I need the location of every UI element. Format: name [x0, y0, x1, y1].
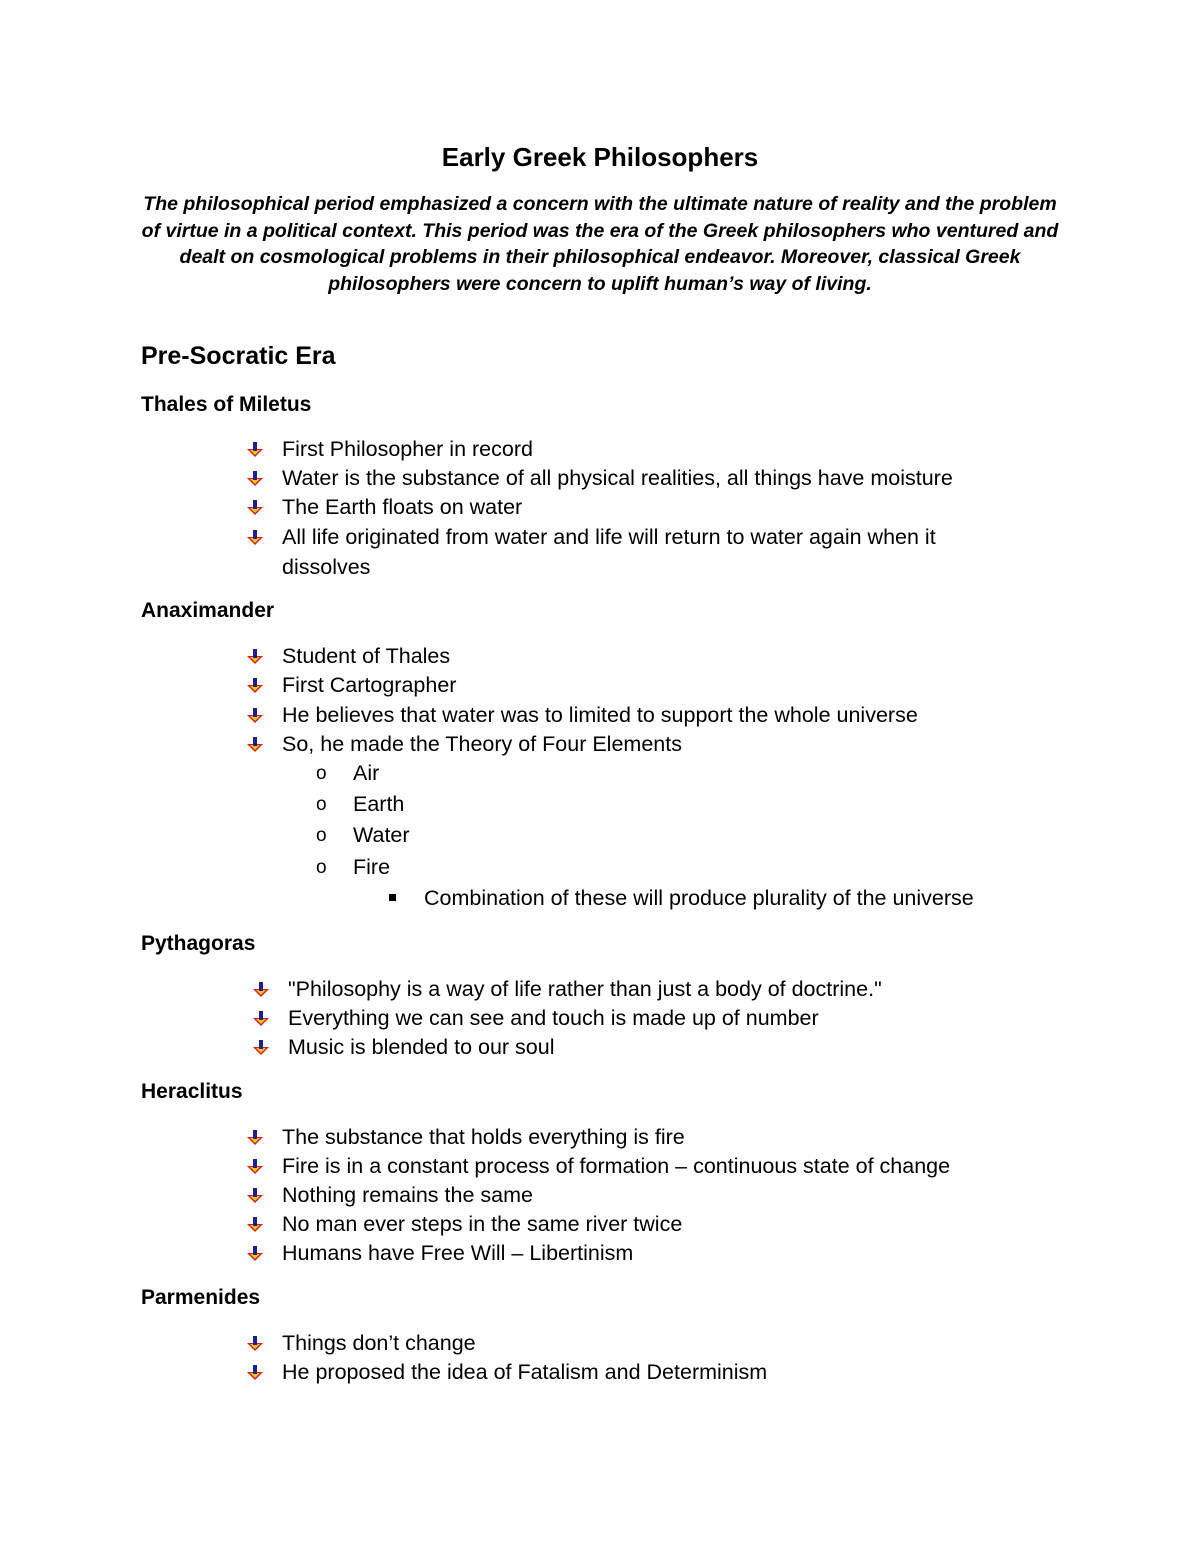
list-item	[247, 1152, 1047, 1182]
arrow-down-bullet-icon	[247, 1188, 263, 1204]
arrow-down-bullet-icon	[247, 1336, 263, 1352]
arrow-down-bullet-icon	[247, 471, 263, 487]
arrow-down-bullet-icon	[247, 678, 263, 694]
arrow-down-bullet-icon	[247, 1365, 263, 1381]
list-item-text: Music is blended to our soul	[288, 1035, 555, 1059]
section-heading-parmenides: Parmenides	[141, 1286, 261, 1309]
list-item-text: So, he made the Theory of Four Elements	[282, 732, 682, 756]
list-item-text: No man ever steps in the same river twice	[282, 1212, 683, 1236]
list-item-text: Student of Thales	[282, 644, 451, 668]
list-item-text: First Philosopher in record	[282, 437, 533, 461]
list-item	[247, 435, 1047, 465]
arrow-down-bullet-icon	[247, 708, 263, 724]
list-item	[253, 1033, 1053, 1063]
element-air: Air	[353, 761, 380, 785]
circle-bullet-icon: o	[316, 763, 327, 784]
arrow-down-bullet-icon	[253, 1011, 269, 1027]
section-heading-heraclitus: Heraclitus	[141, 1080, 243, 1103]
arrow-down-bullet-icon	[247, 1217, 263, 1233]
sub-list-item	[316, 790, 404, 819]
element-fire: Fire	[353, 855, 391, 879]
section-heading-anaximander: Anaximander	[141, 599, 275, 622]
sub-list-item	[316, 821, 410, 850]
list-item	[253, 1004, 1053, 1034]
elements-note: Combination of these will produce plurality of the universe	[424, 886, 974, 910]
list-item-text: "Philosophy is a way of life rather than just a body of doctrine."	[288, 977, 882, 1001]
arrow-down-bullet-icon	[253, 982, 269, 998]
arrow-down-bullet-icon	[247, 649, 263, 665]
arrow-down-bullet-icon	[247, 500, 263, 516]
list-item-text: Nothing remains the same	[282, 1183, 533, 1207]
list-item	[247, 730, 1047, 760]
element-earth: Earth	[353, 792, 405, 816]
list-item-text: The substance that holds everything is fire	[282, 1125, 685, 1149]
list-item	[247, 523, 1017, 582]
list-item-text: Fire is in a constant process of formation – continuous state of change	[282, 1154, 951, 1178]
list-item	[247, 493, 1047, 523]
arrow-down-bullet-icon	[253, 1040, 269, 1056]
circle-bullet-icon: o	[316, 857, 327, 878]
sub-list-item	[316, 853, 390, 882]
list-item-text: The Earth floats on water	[282, 495, 523, 519]
list-item	[247, 1239, 1047, 1269]
circle-bullet-icon: o	[316, 825, 327, 846]
circle-bullet-icon: o	[316, 794, 327, 815]
list-item	[247, 1358, 1047, 1388]
intro-paragraph: The philosophical period emphasized a concern with the ultimate nature of reality and the problem of virtue in a political context. This period was the era of the Greek philosophers who ventured and dealt on cosmological problems in their philosophical endeavor. Moreover, classical Greek philosophers were concern to uplift human’s way of living.	[141, 193, 1059, 295]
arrow-down-bullet-icon	[247, 530, 263, 546]
sub-sub-list-item	[388, 884, 974, 913]
section-heading-pythagoras: Pythagoras	[141, 932, 256, 955]
list-item-text: All life originated from water and life will return to water again when it dissolves	[282, 525, 936, 579]
arrow-down-bullet-icon	[247, 737, 263, 753]
list-item-text: He proposed the idea of Fatalism and Determinism	[282, 1360, 768, 1384]
list-item	[247, 1123, 1047, 1153]
arrow-down-bullet-icon	[247, 442, 263, 458]
sub-list-item	[316, 759, 379, 788]
list-item	[247, 1181, 1047, 1211]
list-item-text: Everything we can see and touch is made up of number	[288, 1006, 819, 1030]
element-water: Water	[353, 823, 410, 847]
list-item-text: Humans have Free Will – Libertinism	[282, 1241, 634, 1265]
list-item-text: First Cartographer	[282, 673, 457, 697]
list-item	[247, 1210, 1047, 1240]
list-item	[247, 464, 1047, 494]
section-heading-thales: Thales of Miletus	[141, 393, 312, 416]
list-item	[247, 671, 1047, 701]
list-item	[247, 701, 1047, 731]
list-item	[253, 975, 1053, 1005]
list-item-text: Water is the substance of all physical realities, all things have moisture	[282, 466, 953, 490]
arrow-down-bullet-icon	[247, 1159, 263, 1175]
list-item-text: Things don’t change	[282, 1331, 476, 1355]
list-item	[247, 1329, 1047, 1359]
era-heading: Pre-Socratic Era	[141, 342, 336, 370]
square-bullet-icon	[389, 894, 396, 901]
list-item	[247, 642, 1047, 672]
arrow-down-bullet-icon	[247, 1130, 263, 1146]
list-item-text: He believes that water was to limited to support the whole universe	[282, 703, 918, 727]
arrow-down-bullet-icon	[247, 1246, 263, 1262]
document-title: Early Greek Philosophers	[441, 142, 759, 172]
